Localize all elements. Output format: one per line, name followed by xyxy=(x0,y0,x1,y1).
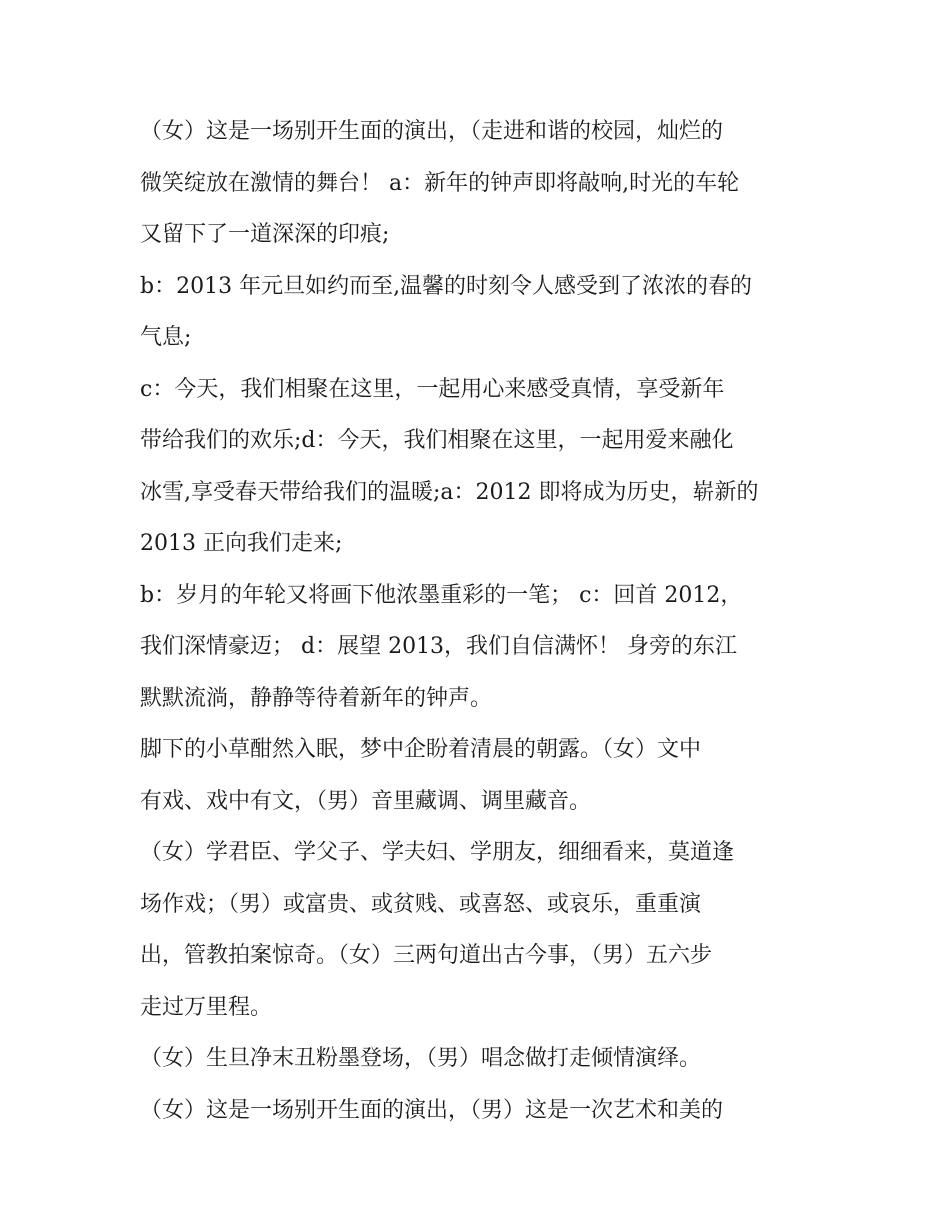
text-line-13: 脚下的小草酣然入眠，梦中企盼着清晨的朝露。（女）文中 xyxy=(140,737,702,762)
text-line-1: （女）这是一场别开生面的演出，（走进和谐的校园，灿烂的 xyxy=(140,119,724,144)
text-line-10: b：岁月的年轮又将画下他浓墨重彩的一笔； c：回首 2012， xyxy=(140,582,743,608)
document-body xyxy=(140,106,820,1136)
text-line-19: （女）生旦净末丑粉墨登场，（男）唱念做打走倾情演绎。 xyxy=(140,1046,702,1071)
text-line-9: 2013 正向我们走来; xyxy=(140,531,343,556)
text-line-16: 场作戏；（男）或富贵、或贫贱、或喜怒、或哀乐，重重演 xyxy=(140,891,702,917)
text-line-2: 微笑绽放在激情的舞台！ a：新年的钟声即将敲响,时光的车轮 xyxy=(140,170,740,196)
text-line-8: 冰雪,享受春天带给我们的温暖;a：2012 即将成为历史，崭新的 xyxy=(140,479,759,505)
text-line-4: b：2013 年元旦如约而至,温馨的时刻令人感受到了浓浓的春的 xyxy=(140,273,753,299)
text-line-17: 出，管教拍案惊奇。（女）三两句道出古今事，（男）五六步 xyxy=(140,943,713,968)
text-line-5: 气息; xyxy=(140,325,192,350)
text-line-11: 我们深情豪迈； d：展望 2013，我们自信满怀！ 身旁的东江 xyxy=(140,634,738,659)
text-line-20: （女）这是一场别开生面的演出，（男）这是一次艺术和美的 xyxy=(140,1097,724,1123)
text-line-18: 走过万里程。 xyxy=(140,994,273,1020)
text-line-12: 默默流淌，静静等待着新年的钟声。 xyxy=(140,685,493,711)
text-line-15: （女）学君臣、学父子、学夫妇、学朋友，细细看来，莫道逢 xyxy=(140,840,735,865)
text-line-6: c：今天，我们相聚在这里，一起用心来感受真情，享受新年 xyxy=(140,376,725,402)
text-line-3: 又留下了一道深深的印痕; xyxy=(140,222,390,247)
text-line-7: 带给我们的欢乐;d：今天，我们相聚在这里，一起用爱来融化 xyxy=(140,428,734,453)
text-line-14: 有戏、戏中有文，（男）音里藏调、调里藏音。 xyxy=(140,788,592,814)
